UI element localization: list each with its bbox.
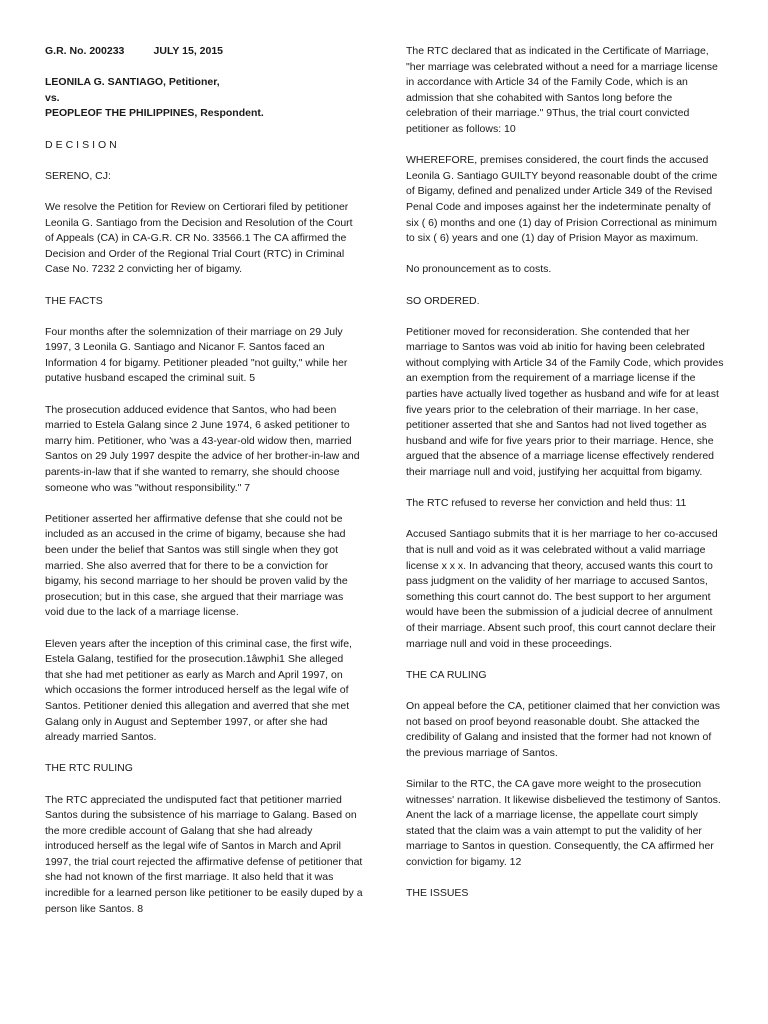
facts-heading: THE FACTS [45,294,103,307]
rtc-paragraph-1: The RTC appreciated the undisputed fact that petitioner married Santos during the subsistence of his marriage to Galang. Based on the more credible account of Galang that she had already introduced herself as the legal wife of Santos in March and April 1997, the trial court rejected the affirmative defense of petitioner that she had not known of the first marriage. It also held that it was incredible for a learned person like petitioner to be easily duped by a person like Santos. 8 [45,793,363,915]
ca-paragraph-1: On appeal before the CA, petitioner claimed that her conviction was not based on proof beyond reasonable doubt. She attacked the credibility of Galang and insisted that the former had not known of the previous marriage of Santos. [406,699,721,759]
facts-paragraph-1: Four months after the solemnization of their marriage on 29 July 1997, 3 Leonila G. Santiago and Nicanor F. Santos faced an Information 4 for bigamy. Petitioner pleaded "not guilty," while her putative husband escaped the criminal suit. 5 [45,325,348,385]
reconsideration-paragraph: Petitioner moved for reconsideration. She contended that her marriage to Santos was void ab initio for having been celebrated without complying with Article 34 of the Family Code, which provides an exemption from the requirement of a marriage license if the parties have actually lived together as husband and wife for at least five years prior to the celebration of their marriage. In her case, petitioner asserted that she and Santos had not lived together as husband and wife for five years prior to their marriage. Hence, she argued that the absence of a marriage license effectively rendered their marriage null and void, justifying her acquittal from bigamy. [406,325,724,479]
case-number-date: G.R. No. 200233 JULY 15, 2015 [45,45,224,57]
facts-paragraph-4: Eleven years after the inception of this criminal case, the first wife, Estela Galang, testified for the prosecution.1âwphi1 She alleged that she had met petitioner as early as March and April 1997, on which occasions the former introduced herself as the legal wife of Santos. Petitioner denied this allegation and averred that she met Galang only in August and September 1997, or after she had already married Santos. [45,637,352,744]
rtc-refused-line: The RTC refused to reverse her conviction and held thus: 11 [406,497,687,510]
decision-heading: DECISION [45,138,120,151]
accused-quote-paragraph: Accused Santiago submits that it is her marriage to her co-accused that is null and void as it was celebrated without a valid marriage license x x x. In advancing that theory, accused wants this court to pass judgment on the validity of her marriage to accused Santos, something this court cannot do. The best support to her argument would have been the submission of a judicial decree of annulment of their marriage. Absent such proof, this court cannot declare their marriage null and void in these proceedings. [406,528,718,650]
versus-line: vs. [45,91,60,104]
rtc-paragraph-2: The RTC declared that as indicated in the Certificate of Marriage, "her marriage was celebrated without a need for a marriage license in accordance with Article 34 of the Family Code, which is an admission that she cohabited with Santos long before the celebration of their marriage." 9Thus, the trial court convicted petitioner as follows: 10 [406,45,718,135]
rtc-ruling-heading: THE RTC RULING [45,762,133,775]
issues-heading: THE ISSUES [406,887,469,900]
so-ordered-line: SO ORDERED. [406,294,480,307]
facts-paragraph-3: Petitioner asserted her affirmative defense that she could not be included as an accused in the crime of bigamy, because she had been under the belief that Santos was still single when they got married. She also averred that for there to be a conviction for bigamy, his second marriage to her should be proven valid by the prosecution; but in this case, she argued that their marriage was void due to the lack of a marriage license. [45,512,348,619]
facts-paragraph-2: The prosecution adduced evidence that Santos, who had been married to Estela Galang since 2 June 1974, 6 asked petitioner to marry him. Petitioner, who 'was a 43-year-old widow then, married Santos on 29 July 1997 despite the advice of her brother-in-law and parents-in-law that if she wanted to remarry, she should choose someone who was "without responsibility." 7 [45,403,360,494]
ca-ruling-heading: THE CA RULING [406,668,487,681]
ca-paragraph-2: Similar to the RTC, the CA gave more weight to the prosecution witnesses' narration. It likewise disbelieved the testimony of Santos. Anent the lack of a marriage license, the appellate court simply stated that the claim was a vain attempt to put the validity of her marriage to Santos in question. Consequently, the CA affirmed her conviction for bigamy. 12 [406,777,721,868]
wherefore-paragraph: WHEREFORE, premises considered, the court finds the accused Leonila G. Santiago GUILTY beyond reasonable doubt of the crime of Bigamy, defined and penalized under Article 349 of the Revised Penal Code and imposes against her the indeterminate penalty of six ( 6) months and one (1) day of Prision Correctional as minimum to six ( 6) years and one (1) day of Prision Mayor as maximum. [406,154,718,245]
spacer [45,60,363,76]
costs-line: No pronouncement as to costs. [406,263,552,276]
petitioner-line: LEONILA G. SANTIAGO, Petitioner, [45,76,220,89]
author-line: SERENO, CJ: [45,169,111,182]
left-column [45,44,363,933]
respondent-line: PEOPLEOF THE PHILIPPINES, Respondent. [45,107,264,120]
right-column [406,44,724,917]
intro-paragraph: We resolve the Petition for Review on Certiorari filed by petitioner Leonila G. Santiago from the Decision and Resolution of the Court of Appeals (CA) in CA-G.R. CR No. 33566.1 The CA affirmed the Decision and Order of the Regional Trial Court (RTC) in Criminal Case No. 7232 2 convicting her of bigamy. [45,200,353,276]
